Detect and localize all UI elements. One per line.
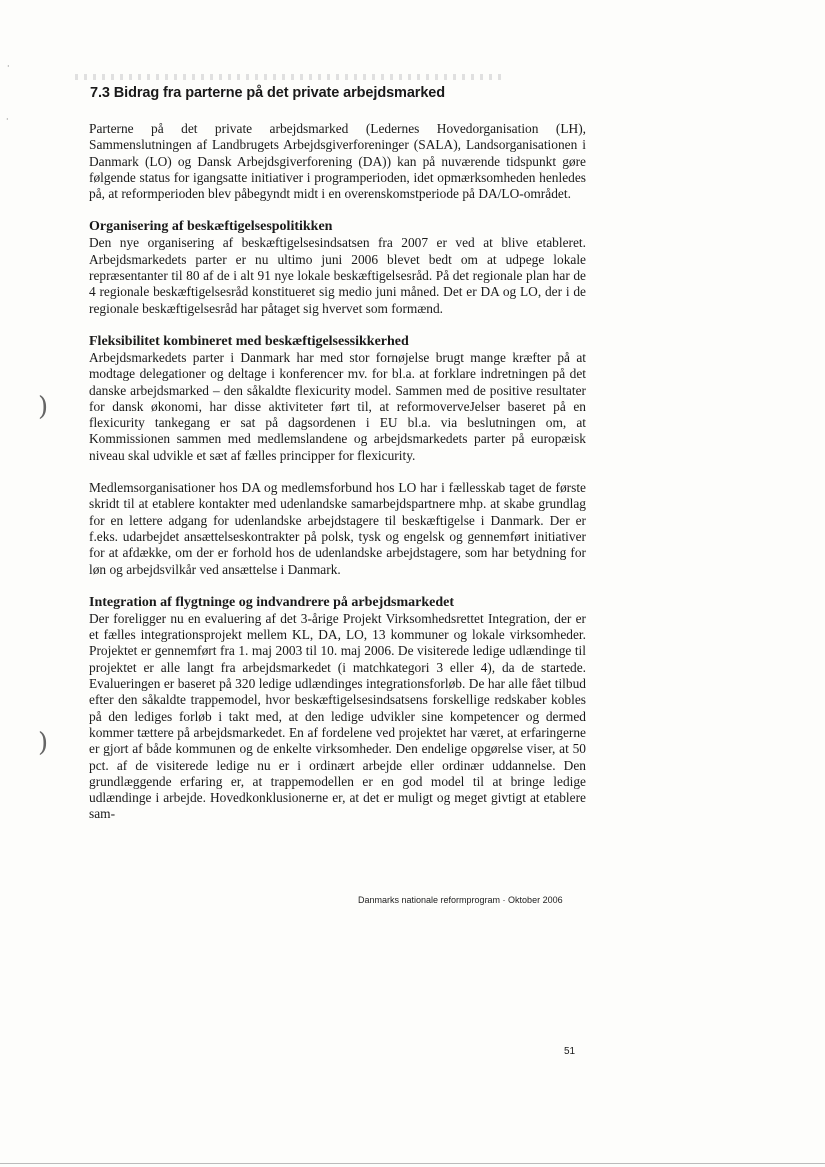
section-title: 7.3 Bidrag fra parterne på det private arbejdsmarked bbox=[90, 85, 446, 101]
scan-edge-rule bbox=[0, 1163, 825, 1164]
intro-paragraph: Parterne på det private arbejdsmarked (Ledernes Hovedorganisation (LH), Sammenslutningen af Landbrugets Arbejdsgiverforeninger (SALA), Landsorganisationen i Danmark (LO) og Dansk Arbejdsgiverforening (DA)) kan på nuværende tidspunkt gøre følgende status for igangsatte initiativer i programperioden, idet opmærksomheden henledes på, at reformperioden blev påbegyndt midt i en overenskomstperiode på DA/LO-området. bbox=[89, 121, 586, 202]
binding-hole-mark: ) bbox=[38, 728, 49, 758]
page-footer: Danmarks nationale reformprogram · Oktober 2006 bbox=[358, 895, 563, 905]
scan-mark: · bbox=[7, 62, 10, 71]
binding-hole-mark: ) bbox=[38, 392, 49, 422]
subsection-heading: Organisering af beskæftigelsespolitikken bbox=[89, 219, 333, 235]
subsection-heading: Integration af flygtninge og indvandrere på arbejdsmarkedet bbox=[89, 594, 455, 610]
paragraph: Der foreligger nu en evaluering af det 3-årige Projekt Virksomhedsrettet Integration, der er et fælles integrationsprojekt mellem KL, DA, LO, 13 kommuner og lokale virksomheder. Projektet er gennemført fra 1. maj 2003 til 10. maj 2006. De visiterede ledige udlændinge til projektet er alle langt fra arbejdsmarkedet (i matchkategori 3 eller 4), da de startede. Evalueringen er baseret på 320 ledige udlændinges integrationsforløb. De har alle fået tilbud efter den såkaldte trappemodel, hvor beskæftigelsesindsatsens forskellige redskaber kobles på den lediges forløb i takt med, at den ledige udvikler sine kompetencer og dermed kommer tættere på arbejdsmarkedet. En af fordelene ved projektet har været, at erfaringerne er gjort af både kommunen og de enkelte virksomheder. Den endelige opgørelse viser, at 50 pct. af de visiterede ledige nu er i ordinært arbejde eller ordinær uddannelse. Den grundlæggende erfaring er, at trappemodellen er en god model til at bringe ledige udlændinge i arbejde. Hovedkonklusionerne er, at det er muligt og meget givtigt at etablere sam- bbox=[89, 610, 586, 822]
body-text bbox=[89, 121, 586, 823]
subsection-heading: Fleksibilitet kombineret med beskæftigelsessikkerhed bbox=[89, 333, 409, 349]
page-number: 51 bbox=[564, 1046, 576, 1057]
scan-noise-strip bbox=[75, 74, 505, 80]
paragraph: Medlemsorganisationer hos DA og medlemsforbund hos LO har i fællesskab taget de første skridt til at etablere kontakter med udenlandske samarbejdspartnere mhp. at skabe grundlag for en lettere adgang for udenlandske arbejdstagere til beskæftigelse i Danmark. Der er f.eks. udarbejdet ansættelseskontrakter på polsk, tysk og engelsk og gennemført initiativer for at afdække, om der er forhold hos de udenlandske arbejdstagere, som har betydning for løn og arbejdsvilkår ved ansættelse i Danmark. bbox=[89, 480, 586, 577]
scan-mark: · bbox=[6, 115, 9, 124]
paragraph: Den nye organisering af beskæftigelsesindsatsen fra 2007 er ved at blive etableret. Arbejdsmarkedets parter er nu ultimo juni 2006 blevet bedt om at udpege lokale repræsentanter til 80 af de i alt 91 nye lokale beskæftigelsesråd. På det regionale plan har de 4 regionale beskæftigelsesråd konstitueret sig medio juni måned. Det er DA og LO, der i de regionale beskæftigelsesråd har påtaget sig hvervet som formænd. bbox=[89, 235, 586, 316]
paragraph: Arbejdsmarkedets parter i Danmark har med stor fornøjelse brugt mange kræfter på at modtage delegationer og deltage i konferencer mv. for bl.a. at forklare indretningen på det danske arbejdsmarked – den såkaldte flexicurity model. Sammen med de positive resultater for dansk økonomi, har disse aktiviteter ført til, at reformoverveJelser baseret på en flexicurity tankegang er sat på dagsordenen i EU bl.a. via beslutningen om, at Kommissionen sammen med medlemslandene og arbejdsmarkedets parter på europæisk niveau skal udvikle et sæt af fælles principper for flexicurity. bbox=[89, 349, 586, 463]
